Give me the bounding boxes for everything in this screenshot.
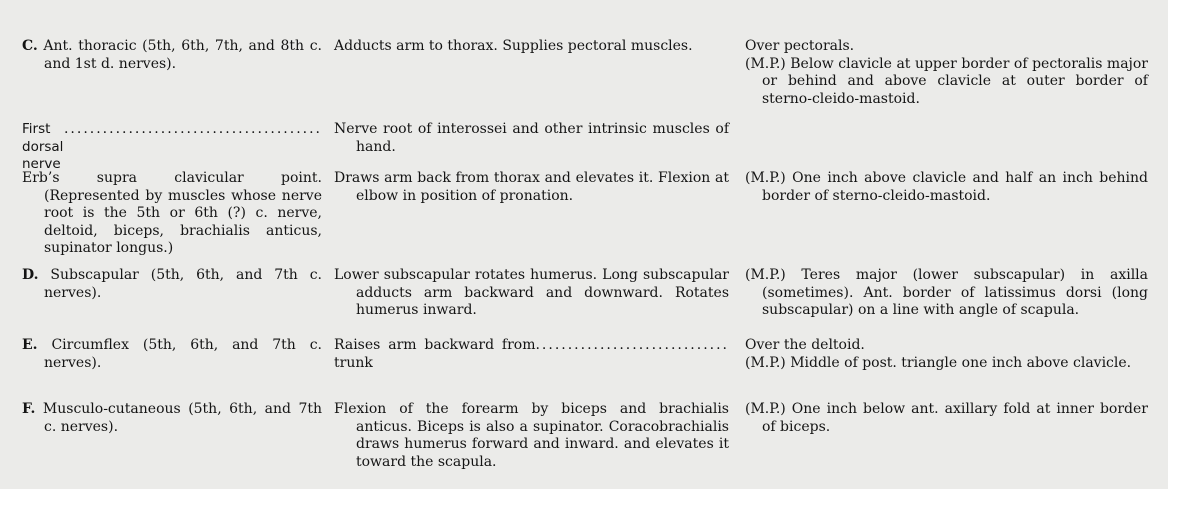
table-row (22, 170, 1152, 267)
nerve-function (334, 337, 729, 372)
section-letter: C. (22, 38, 38, 54)
nerve-function: Lower subscapular rotates humerus. Long subscapular adducts arm backward and downward. Rotates humerus inward. (334, 267, 729, 318)
motor-point: (M.P.) One inch above clavicle and half an inch behind border of sterno-cleido-mastoid. (745, 170, 1148, 204)
nerve-function: Draws arm back from thorax and elevates it. Flexion at elbow in position of pronation. (334, 170, 729, 204)
nerve-label (22, 267, 322, 302)
nerve-table (22, 38, 1152, 471)
function-text: Raises arm backward from trunk (334, 337, 536, 371)
nerve-name: First dorsal nerve (22, 121, 64, 172)
nerve-function: Flexion of the forearm by biceps and brachialis anticus. Biceps is also a supinator. Coracobrachialis draws humerus forward and inward. and elevates it toward the scapula. (334, 401, 729, 470)
table-row (22, 38, 1152, 121)
nerve-name: Subscapular (5th, 6th, and 7th c. nerves). (44, 267, 322, 301)
nerve-function: Adducts arm to thorax. Supplies pectoral muscles. (334, 38, 693, 54)
leader-dots: .............................. (535, 337, 729, 353)
nerve-function: Nerve root of interossei and other intrinsic muscles of hand. (334, 121, 729, 155)
section-letter: D. (22, 267, 39, 283)
nerve-label (22, 38, 322, 73)
motor-point-line: (M.P.) Below clavicle at upper border of pectoralis major or behind and above clavicle at outer border of sterno-cleido-mastoid. (745, 55, 1148, 107)
table-row (22, 337, 1152, 401)
table-row (22, 267, 1152, 337)
motor-point-line: Over pectorals. (745, 38, 855, 54)
nerve-name: Circumflex (5th, 6th, and 7th c. nerves). (44, 337, 322, 371)
table-row (22, 401, 1152, 471)
leader-dots: ........................................ (63, 121, 322, 137)
motor-point-line: Over the deltoid. (745, 337, 865, 353)
nerve-label (22, 337, 322, 372)
nerve-name: Musculo-cutaneous (5th, 6th, and 7th c. nerves). (42, 401, 322, 435)
section-letter: F. (22, 401, 36, 417)
nerve-label (22, 401, 322, 436)
motor-point-line: (M.P.) Middle of post. triangle one inch above clavicle. (745, 354, 1132, 371)
motor-point (745, 337, 1148, 372)
section-letter: E. (22, 337, 38, 353)
nerve-label (22, 121, 322, 174)
motor-point: (M.P.) One inch below ant. axillary fold at inner border of biceps. (745, 401, 1148, 435)
nerve-name: Ant. thoracic (5th, 6th, 7th, and 8th c. and 1st d. nerves). (43, 38, 322, 72)
nerve-label: Erb’s supra clavicular point. (Represented by muscles whose nerve root is the 5th or 6th (?) c. nerve, deltoid, biceps, brachialis anticus, supinator longus.) (22, 170, 322, 256)
motor-point (745, 38, 1148, 108)
table-row (22, 121, 1152, 170)
motor-point: (M.P.) Teres major (lower subscapular) in axilla (sometimes). Ant. border of latissimus dorsi (long subscapular) on a line with angle of scapula. (745, 267, 1148, 318)
